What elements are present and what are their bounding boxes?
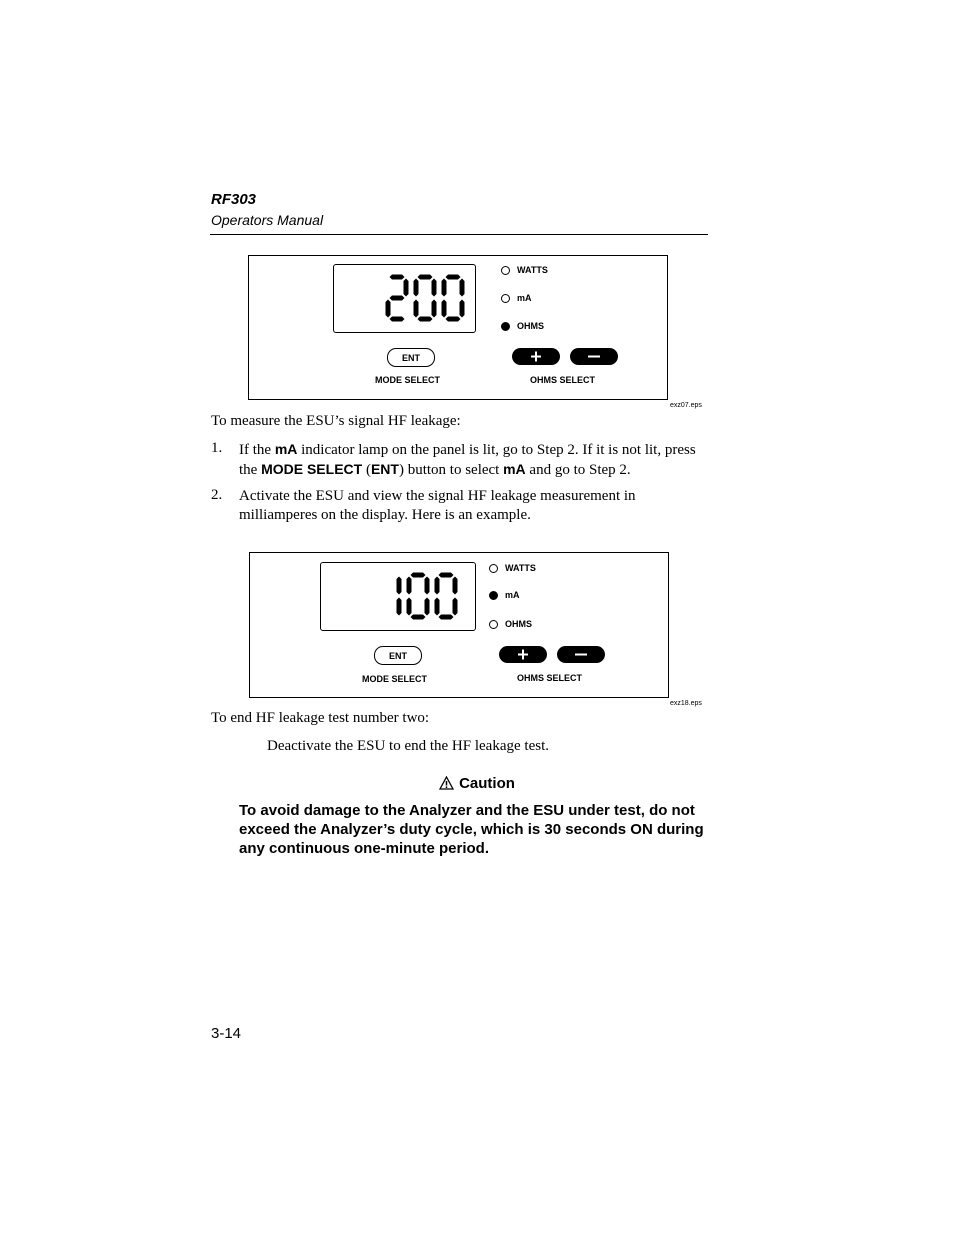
lcd-segment — [418, 317, 433, 322]
mode-select-label: MODE SELECT — [362, 674, 428, 684]
figure-file-id: exz07.eps — [670, 402, 702, 409]
indicator-label: mA — [505, 590, 520, 600]
lcd-segment — [390, 275, 405, 280]
indicator-lamp-icon — [489, 564, 498, 573]
lcd-segment — [439, 573, 454, 578]
lcd-segment — [418, 275, 433, 280]
plus-button[interactable] — [499, 646, 547, 663]
lcd-display — [320, 562, 476, 631]
front-panel-figure-ohms — [248, 255, 668, 400]
front-panel-figure-ma — [249, 552, 669, 698]
lcd-segment — [439, 615, 454, 620]
lcd-segment — [425, 598, 430, 616]
lcd-digits — [334, 265, 475, 332]
lcd-display — [333, 264, 476, 333]
lcd-segment — [386, 300, 391, 318]
lcd-segment — [460, 279, 465, 297]
lcd-segment — [407, 598, 412, 616]
lcd-segment — [453, 598, 458, 616]
lcd-segment — [411, 573, 426, 578]
ohms-select-label: OHMS SELECT — [530, 375, 596, 385]
step-2-text: Activate the ESU and view the signal HF leakage measurement in milliamperes on the display. Here is an example. — [239, 488, 636, 523]
step-number: 2. — [211, 487, 223, 503]
indicator-lamp-icon — [501, 294, 510, 303]
lcd-segment — [432, 300, 437, 318]
minus-icon — [557, 646, 605, 663]
lcd-segment — [432, 279, 437, 297]
caution-heading — [0, 775, 954, 792]
indicator-ma — [489, 590, 520, 600]
intro-text: To measure the ESU’s signal HF leakage: — [211, 413, 461, 429]
indicator-lamp-icon — [489, 620, 498, 629]
lcd-segment — [435, 577, 440, 595]
caution-text: To avoid damage to the Analyzer and the ESU under test, do not exceed the Analyzer’s duty cycle, which is 30 seconds ON during any continuous one-minute period. — [239, 802, 704, 857]
end-step-text: Deactivate the ESU to end the HF leakage test. — [267, 738, 549, 754]
lcd-segment — [397, 577, 402, 595]
warning-icon — [439, 776, 454, 790]
caution-title: Caution — [459, 775, 515, 792]
ohms-select-label: OHMS SELECT — [517, 673, 583, 683]
lcd-segment — [414, 300, 419, 318]
indicator-watts — [489, 563, 536, 573]
indicator-ma — [501, 293, 532, 303]
manual-subtitle: Operators Manual — [211, 212, 324, 228]
manual-title: RF303 — [211, 191, 257, 208]
page-number: 3-14 — [211, 1025, 242, 1042]
plus-icon — [499, 646, 547, 663]
plus-icon — [512, 348, 560, 365]
lcd-segment — [442, 279, 447, 297]
step-1-text: If the mA indicator lamp on the panel is lit, go to Step 2. If it is not lit, press the MODE SELECT (ENT) button to select mA and go to Step 2. — [239, 441, 696, 478]
lcd-segment — [404, 279, 409, 297]
indicator-label: WATTS — [517, 265, 548, 275]
plus-button[interactable] — [512, 348, 560, 365]
lcd-segment — [453, 577, 458, 595]
indicator-lamp-icon — [501, 266, 510, 275]
indicator-lamp-icon — [501, 322, 510, 331]
lcd-segment — [390, 317, 405, 322]
lcd-segment — [407, 577, 412, 595]
lcd-segment — [390, 296, 405, 301]
indicator-label: OHMS — [505, 619, 532, 629]
indicator-label: WATTS — [505, 563, 536, 573]
lcd-segment — [460, 300, 465, 318]
indicator-label: mA — [517, 293, 532, 303]
header-rule — [210, 234, 708, 235]
lcd-digits — [321, 563, 475, 630]
lcd-segment — [442, 300, 447, 318]
indicator-ohms — [501, 321, 544, 331]
minus-button[interactable] — [557, 646, 605, 663]
indicator-label: OHMS — [517, 321, 544, 331]
figure-file-id: exz18.eps — [670, 700, 702, 707]
minus-icon — [570, 348, 618, 365]
end-intro-text: To end HF leakage test number two: — [211, 710, 430, 726]
lcd-segment — [446, 317, 461, 322]
lcd-segment — [435, 598, 440, 616]
lcd-segment — [425, 577, 430, 595]
lcd-segment — [397, 598, 402, 616]
indicator-watts — [501, 265, 548, 275]
lcd-segment — [411, 615, 426, 620]
lcd-segment — [414, 279, 419, 297]
step-number: 1. — [211, 440, 223, 456]
indicator-ohms — [489, 619, 532, 629]
mode-select-label: MODE SELECT — [375, 375, 441, 385]
indicator-lamp-icon — [489, 591, 498, 600]
ent-button[interactable]: ENT — [387, 348, 435, 367]
minus-button[interactable] — [570, 348, 618, 365]
ent-button[interactable]: ENT — [374, 646, 422, 665]
lcd-segment — [446, 275, 461, 280]
